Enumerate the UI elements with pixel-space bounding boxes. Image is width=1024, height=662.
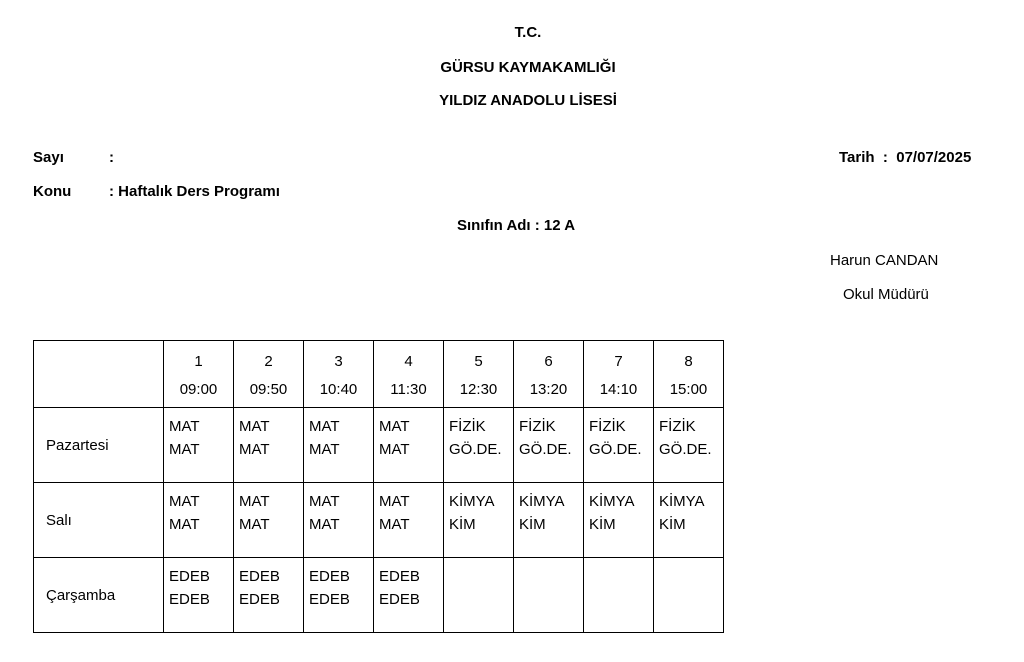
lesson-subject: KİMYA [659,493,705,510]
period-header [164,341,234,408]
lesson-cell [444,408,514,483]
lesson-cell [164,483,234,558]
tarih-date: Tarih : 07/07/2025 [839,149,972,166]
period-number: 8 [684,353,693,370]
lesson-cell [444,558,514,633]
sayi-separator: : [109,149,114,166]
lesson-cell [234,408,304,483]
lesson-subject: MAT [169,418,200,435]
period-header [234,341,304,408]
period-time: 13:20 [529,381,568,398]
period-header [444,341,514,408]
lesson-cell [304,408,374,483]
lesson-cell [654,408,724,483]
lesson-cell [584,558,654,633]
lesson-cell [514,558,584,633]
day-row-carsamba [34,558,724,633]
period-number: 1 [194,353,203,370]
lesson-cell [654,558,724,633]
lesson-code: KİM [449,516,476,533]
lesson-subject: EDEB [239,568,280,585]
lesson-code: GÖ.DE. [449,441,502,458]
period-number: 5 [474,353,483,370]
period-time: 15:00 [669,381,708,398]
period-header-row [34,341,724,408]
lesson-cell [584,408,654,483]
lesson-subject: EDEB [309,568,350,585]
lesson-cell [374,483,444,558]
lesson-cell [514,483,584,558]
day-row-sali [34,483,724,558]
period-time: 12:30 [459,381,498,398]
lesson-cell [304,483,374,558]
period-time: 11:30 [390,381,427,398]
period-number: 3 [334,353,343,370]
signature-name: Harun CANDAN [830,252,939,269]
day-label: Pazartesi [34,408,164,483]
lesson-code: EDEB [379,591,420,608]
lesson-subject: KİMYA [519,493,565,510]
lesson-code: KİM [519,516,546,533]
header-tc: T.C. [514,24,542,41]
lesson-subject: MAT [239,418,270,435]
lesson-cell [584,483,654,558]
lesson-cell [514,408,584,483]
header-kaymakamlik: GÜRSU KAYMAKAMLIĞI [440,59,616,76]
sayi-label: Sayı [33,149,64,166]
lesson-subject: MAT [379,418,410,435]
lesson-subject: KİMYA [589,493,635,510]
lesson-subject: MAT [309,418,340,435]
lesson-code: MAT [379,441,410,458]
konu-label: Konu [33,183,72,200]
lesson-cell [654,483,724,558]
class-name: Sınıfın Adı : 12 A [457,217,576,234]
lesson-code: GÖ.DE. [659,441,712,458]
lesson-code: KİM [589,516,616,533]
header-school-name: YILDIZ ANADOLU LİSESİ [439,92,617,109]
lesson-subject: FİZİK [449,418,486,435]
lesson-code: EDEB [169,591,210,608]
lesson-code: EDEB [309,591,350,608]
lesson-code: GÖ.DE. [589,441,642,458]
period-number: 4 [404,353,413,370]
konu-value: : Haftalık Ders Programı [109,183,280,200]
lesson-code: GÖ.DE. [519,441,572,458]
lesson-subject: EDEB [379,568,420,585]
period-time: 09:50 [249,381,288,398]
lesson-code: MAT [169,441,200,458]
corner-cell [34,341,164,408]
period-time: 10:40 [319,381,358,398]
lesson-subject: FİZİK [659,418,696,435]
lesson-code: MAT [239,516,270,533]
day-label: Salı [34,483,164,558]
lesson-subject: FİZİK [519,418,556,435]
lesson-code: MAT [309,516,340,533]
period-number: 6 [544,353,553,370]
lesson-subject: EDEB [169,568,210,585]
weekly-schedule-table [33,340,724,633]
lesson-cell [374,558,444,633]
lesson-cell [164,558,234,633]
period-header [514,341,584,408]
lesson-subject: MAT [239,493,270,510]
lesson-subject: KİMYA [449,493,495,510]
lesson-cell [234,558,304,633]
lesson-subject: MAT [309,493,340,510]
lesson-subject: FİZİK [589,418,626,435]
lesson-cell [234,483,304,558]
signature-title: Okul Müdürü [843,286,929,303]
lesson-code: MAT [239,441,270,458]
period-header [304,341,374,408]
lesson-subject: MAT [379,493,410,510]
lesson-cell [304,558,374,633]
period-number: 2 [264,353,273,370]
period-number: 7 [614,353,623,370]
lesson-code: MAT [379,516,410,533]
lesson-code: EDEB [239,591,280,608]
period-time: 14:10 [599,381,638,398]
lesson-cell [444,483,514,558]
lesson-code: MAT [309,441,340,458]
lesson-code: KİM [659,516,686,533]
lesson-subject: MAT [169,493,200,510]
period-header [374,341,444,408]
day-label: Çarşamba [34,558,164,633]
period-header [654,341,724,408]
period-header [584,341,654,408]
lesson-cell [164,408,234,483]
lesson-cell [374,408,444,483]
lesson-code: MAT [169,516,200,533]
period-time: 09:00 [179,381,218,398]
day-row-pazartesi [34,408,724,483]
